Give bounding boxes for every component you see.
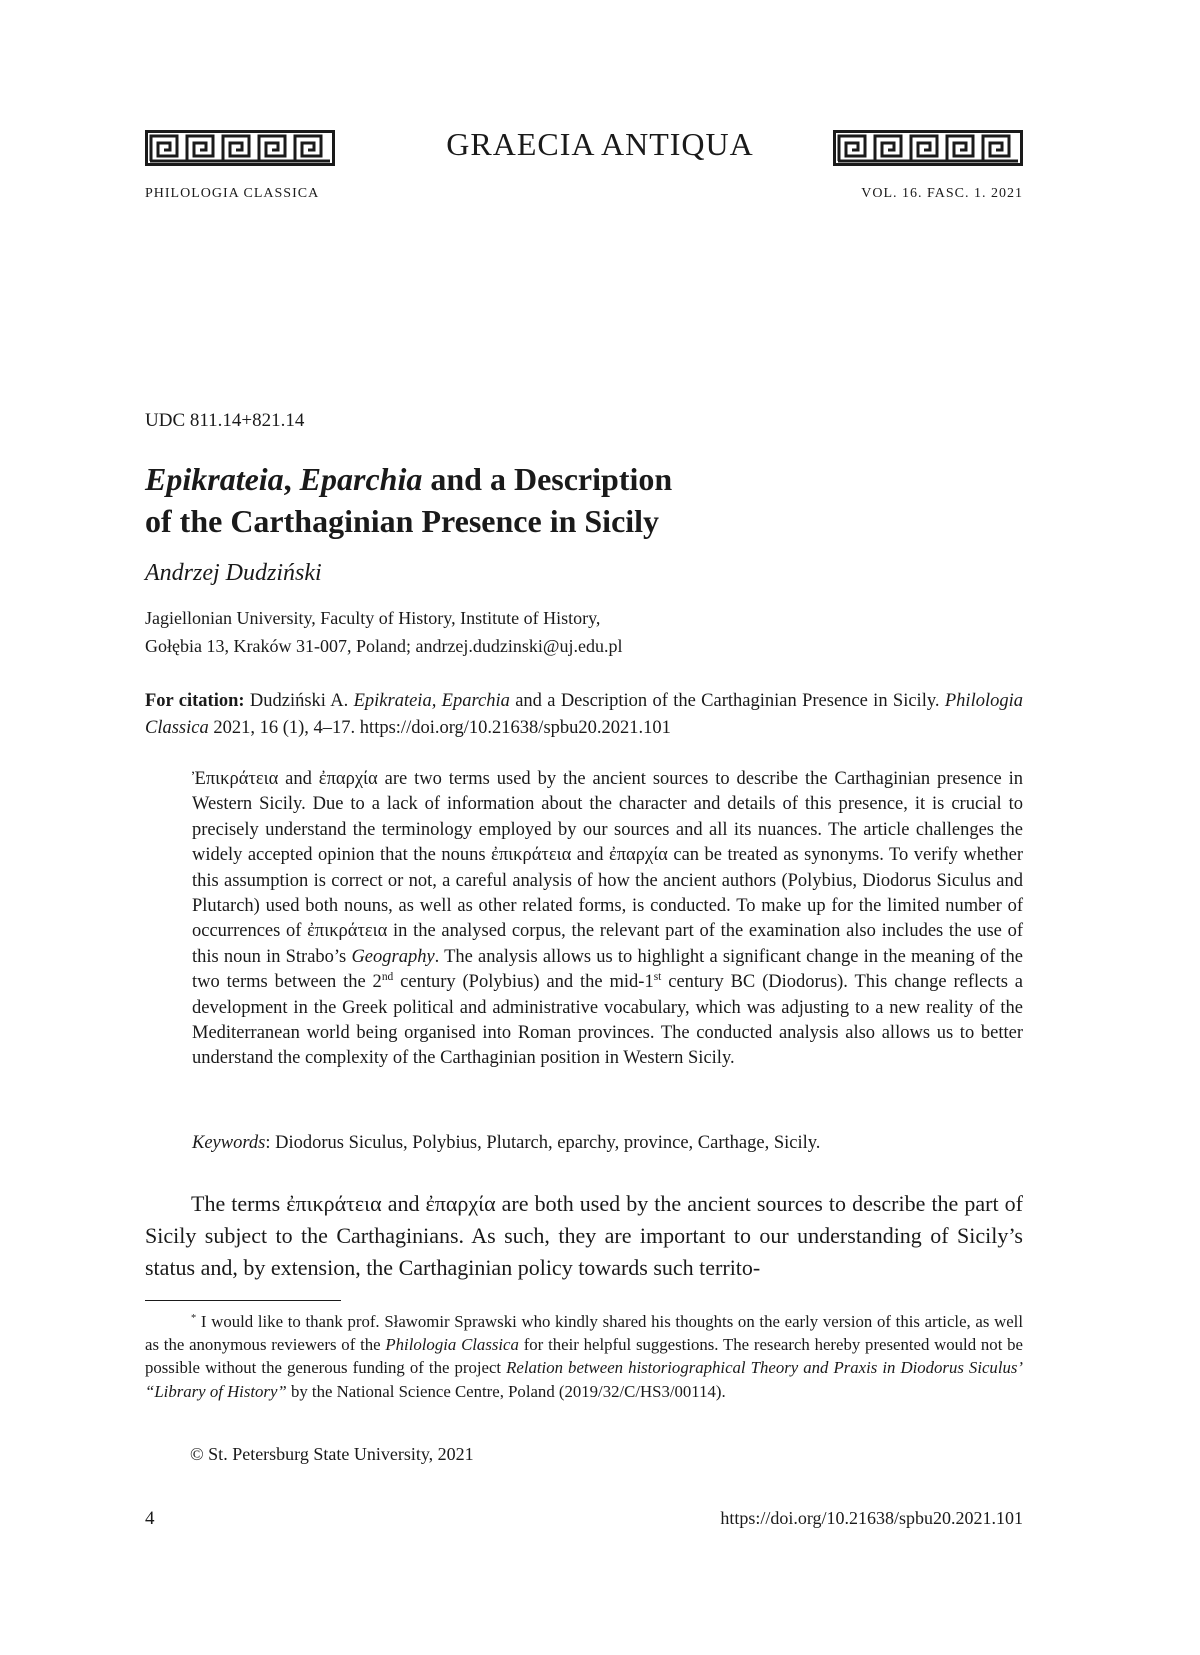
abstract-italic-geography: Geography [351, 946, 435, 967]
article-title [145, 458, 845, 542]
citation-label: For citation: [145, 691, 245, 711]
citation-title-italic: Epikrateia, Eparchia [353, 691, 510, 711]
abstract-text: century BC (Diodorus). This change reflects a development in the Greek political and administrative vocabulary, which was adjusting to a new reality of the Mediterranean world being organised into Roman provinces. The conducted analysis also allows us to better understand the complexity of the Carthaginian position in Western Sicily. [192, 972, 1023, 1069]
footnote [145, 1310, 1023, 1403]
citation-text: and a Description of the Carthaginian Presence in Sicily. [509, 691, 945, 711]
title-term-eparchia: Eparchia [299, 461, 423, 497]
footnote-divider [145, 1300, 341, 1301]
author-name: Andrzej Dudziński [145, 560, 322, 586]
title-separator: , [283, 461, 300, 497]
title-line2: of the Carthaginian Presence in Sicily [145, 503, 660, 539]
superscript: nd [381, 971, 394, 984]
title-term-epikrateia: Epikrateia [145, 461, 284, 497]
volume-label: VOL. 16. FASC. 1. 2021 [861, 186, 1023, 201]
journal-title: GRAECIA ANTIQUA [446, 126, 754, 162]
series-label: PHILOLOGIA CLASSICA [145, 186, 320, 201]
affiliation-line1: Jagiellonian University, Faculty of History, Institute of History, [145, 608, 601, 628]
udc-code: UDC 811.14+821.14 [145, 410, 305, 431]
citation-block [145, 688, 1023, 742]
footnote-italic-project: Relation between historiographical Theory and Praxis in Diodorus Siculus’ “Library of History” [145, 1358, 1023, 1401]
abstract-text: Ἐπικράτεια and ἐπαρχία are two terms used by the ancient sources to describe the Carthaginian presence in Western Sicily. Due to a lack of information about the character and details of this presence, it is crucial to precisely understand the terminology employed by our sources and all its nuances. The article challenges the widely accepted opinion that the nouns ἐπικράτεια and ἐπαρχία can be treated as synonyms. To verify whether this assumption is correct or not, a careful analysis of how the ancient authors (Polybius, Diodorus Siculus and Plutarch) used both nouns, as well as other related forms, is conducted. To make up for the limited number of occurrences of ἐπικράτεια in the analysed corpus, the relevant part of the examination also includes the use of this noun in Strabo’s [192, 769, 1023, 967]
keywords [192, 1131, 1023, 1156]
body-paragraph [145, 1188, 1023, 1284]
footnote-italic: Philologia Classica [385, 1335, 519, 1355]
footer-doi-link[interactable]: https://doi.org/10.21638/spbu20.2021.101 [720, 1508, 1023, 1528]
footnote-mark: * [191, 1312, 197, 1324]
citation-doi[interactable]: 2021, 16 (1), 4–17. https://doi.org/10.21638/spbu20.2021.101 [208, 718, 671, 738]
abstract-text: . The analysis allows us to highlight a significant change in the meaning of the two terms between the 2 [192, 946, 1023, 993]
footnote-text: for their helpful suggestions. The research hereby presented would not be possible without the generous funding of the project [145, 1335, 1024, 1378]
superscript: st [653, 971, 662, 984]
copyright-notice: © St. Petersburg State University, 2021 [190, 1444, 474, 1464]
keywords-label: Keywords [192, 1133, 266, 1153]
affiliation [145, 604, 845, 660]
title-line1-rest: and a Description [422, 461, 673, 497]
citation-journal-italic: Philologia Classica [145, 691, 1023, 738]
footnote-text: I would like to thank prof. Sławomir Sprawski who kindly shared his thoughts on the early version of this article, as well as the anonymous reviewers of the [145, 1312, 1023, 1355]
keywords-list: : Diodorus Siculus, Polybius, Plutarch, eparchy, province, Carthage, Sicily. [265, 1133, 821, 1153]
footnote-text: by the National Science Centre, Poland (2019/32/C/HS3/00114). [286, 1381, 726, 1401]
citation-text: Dudziński A. [244, 691, 354, 711]
abstract-text: century (Polybius) and the mid-1 [393, 972, 654, 993]
affiliation-line2: Gołębia 13, Kraków 31-007, Poland; andrzej.dudzinski@uj.edu.pl [145, 636, 623, 656]
page-number: 4 [145, 1508, 155, 1529]
abstract [192, 767, 1023, 1072]
body-text: The terms ἐπικράτεια and ἐπαρχία are both used by the ancient sources to describe the part of Sicily subject to the Carthaginians. As such, they are important to our understanding of Sicily’s status and, by extension, the Carthaginian policy towards such territo- [145, 1191, 1023, 1280]
